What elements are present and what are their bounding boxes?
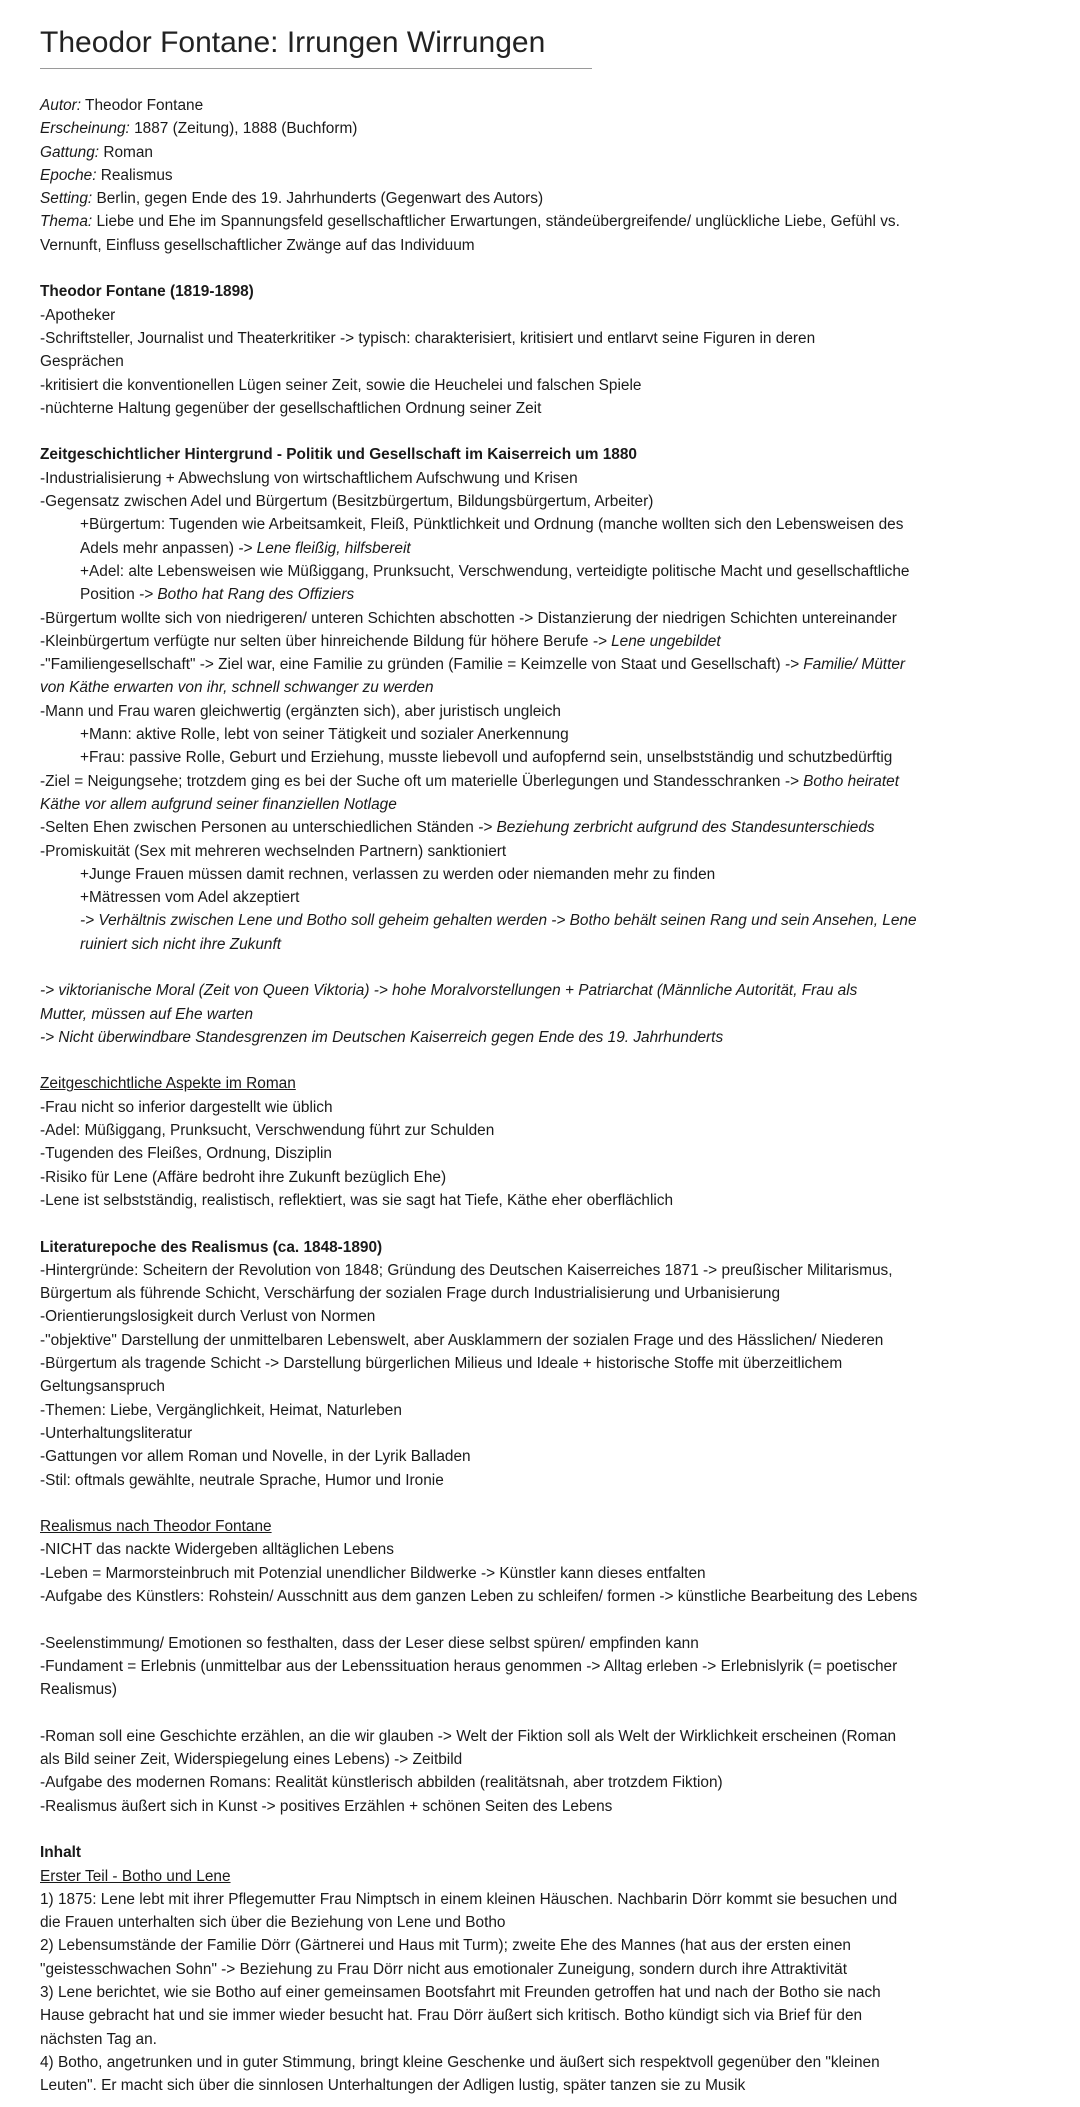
paragraph-spacer — [40, 1212, 1050, 1235]
text-line — [40, 1934, 1050, 1957]
section-heading: Zeitgeschichtlicher Hintergrund - Politik und Gesellschaft im Kaiserreich um 1880 — [40, 446, 637, 464]
text-run: -Tugenden des Fleißes, Ordnung, Disziplin — [40, 1145, 332, 1163]
text-line — [40, 1841, 1050, 1864]
text-run: Geltungsanspruch — [40, 1378, 165, 1396]
text-line — [40, 583, 1050, 606]
text-line — [40, 933, 1050, 956]
text-run: -Themen: Liebe, Vergänglichkeit, Heimat, Naturleben — [40, 1401, 402, 1419]
text-run: Berlin, gegen Ende des 19. Jahrhunderts (Gegenwart des Autors) — [92, 190, 544, 208]
text-run: 1) 1875: Lene lebt mit ihrer Pflegemutter Frau Nimptsch in einem kleinen Häuschen. Nachbarin Dörr kommt sie besuchen und — [40, 1890, 898, 1908]
text-run: -Bürgertum als tragende Schicht -> Darstellung bürgerlichen Milieus und Ideale + historische Stoffe mit überzeitlichem — [40, 1355, 843, 1373]
text-line — [40, 1352, 1050, 1375]
text-line — [40, 1189, 1050, 1212]
text-run: -Bürgertum wollte sich von niedrigeren/ unteren Schichten abschotten -> Distanzierung der niedrigen Schichten untereinander — [40, 609, 897, 627]
text-line — [40, 1305, 1050, 1328]
text-line — [40, 816, 1050, 839]
text-run: -Unterhaltungsliteratur — [40, 1424, 193, 1442]
text-run: -Kleinbürgertum verfügte nur selten über hinreichende Bildung für höhere Berufe — [40, 632, 593, 650]
paragraph-spacer — [40, 1492, 1050, 1515]
paragraph-spacer — [40, 1701, 1050, 1724]
text-run: -Stil: oftmals gewählte, neutrale Sprache, Humor und Ironie — [40, 1471, 444, 1489]
text-line — [40, 1096, 1050, 1119]
text-line — [40, 1072, 1050, 1095]
section-heading: Literaturepoche des Realismus (ca. 1848-1890) — [40, 1238, 383, 1256]
text-run: -> Nicht überwindbare Standesgrenzen im Deutschen Kaiserreich gegen Ende des 19. Jahrhunderts — [40, 1028, 724, 1046]
paragraph-spacer — [40, 1818, 1050, 1841]
text-line — [40, 1515, 1050, 1538]
section-heading: Inhalt — [40, 1844, 82, 1862]
text-line — [40, 1003, 1050, 1026]
text-line — [40, 467, 1050, 490]
text-run: Vernunft, Einfluss gesellschaftlicher Zwänge auf das Individuum — [40, 236, 475, 254]
text-line — [40, 234, 1050, 257]
text-line — [40, 793, 1050, 816]
text-run: von Käthe erwarten von ihr, schnell schwanger zu werden — [40, 679, 434, 697]
text-run: -Aufgabe des Künstlers: Rohstein/ Ausschnitt aus dem ganzen Leben zu schleifen/ formen -> künstliche Bearbeitung des Lebens — [40, 1588, 918, 1605]
text-line — [40, 607, 1050, 630]
text-run: 3) Lene berichtet, wie sie Botho auf einer gemeinsamen Bootsfahrt mit Freunden getroffen hat und nach der Botho sie nach — [40, 1984, 881, 2002]
text-run: Realismus — [96, 166, 173, 184]
text-line — [40, 676, 1050, 699]
text-run: -nüchterne Haltung gegenüber der gesellschaftlichen Ordnung seiner Zeit — [40, 399, 542, 417]
text-run: Epoche: — [40, 166, 97, 184]
text-line — [40, 1445, 1050, 1468]
text-line — [40, 443, 1050, 466]
text-run: Theodor Fontane — [81, 97, 204, 114]
text-run: die Frauen unterhalten sich über die Beziehung von Lene und Botho — [40, 1914, 506, 1932]
text-line — [40, 187, 1050, 210]
text-run: +Junge Frauen müssen damit rechnen, verlassen zu werden oder niemanden mehr zu finden — [80, 865, 716, 883]
subsection-heading: Erster Teil - Botho und Lene — [40, 1867, 231, 1885]
text-line — [40, 1678, 1050, 1701]
text-line — [40, 1236, 1050, 1259]
text-line — [40, 280, 1050, 303]
text-line — [40, 1725, 1050, 1748]
text-run: -Gattungen vor allem Roman und Novelle, in der Lyrik Balladen — [40, 1448, 471, 1466]
text-line — [40, 630, 1050, 653]
text-line — [40, 909, 1050, 932]
text-line — [40, 490, 1050, 513]
text-line — [40, 2051, 1050, 2074]
text-line — [40, 886, 1050, 909]
text-run: -> Botho hat Rang des Offiziers — [139, 586, 355, 604]
text-run: -Apotheker — [40, 306, 116, 324]
text-run: nächsten Tag an. — [40, 2030, 157, 2048]
document-body — [40, 94, 1050, 2098]
subsection-heading: Realismus nach Theodor Fontane — [40, 1518, 272, 1536]
text-run: ruiniert sich nicht ihre Zukunft — [80, 935, 282, 953]
text-line — [40, 1375, 1050, 1398]
text-run: Setting: — [40, 190, 93, 208]
text-line — [40, 560, 1050, 583]
text-run: +Adel: alte Lebensweisen wie Müßiggang, Prunksucht, Verschwendung, verteidigte politische Macht und gesellschaftliche — [80, 562, 910, 580]
text-run: Erscheinung: — [40, 120, 130, 138]
text-line — [40, 1119, 1050, 1142]
text-run: -Risiko für Lene (Affäre bedroht ihre Zukunft bezüglich Ehe) — [40, 1168, 447, 1186]
text-line — [40, 1469, 1050, 1492]
text-line — [40, 653, 1050, 676]
text-line — [40, 1166, 1050, 1189]
text-run: -Orientierungslosigkeit durch Verlust von Normen — [40, 1308, 376, 1326]
text-run: -Roman soll eine Geschichte erzählen, an die wir glauben -> Welt der Fiktion soll als Welt der Wirklichkeit erscheinen (Roman — [40, 1727, 897, 1745]
text-run: Thema: — [40, 213, 93, 231]
section-heading: Theodor Fontane (1819-1898) — [40, 283, 254, 301]
text-line — [40, 2074, 1050, 2097]
document-page — [40, 0, 1050, 2098]
text-run: -Mann und Frau waren gleichwertig (ergänzten sich), aber juristisch ungleich — [40, 702, 561, 720]
text-run: -Schriftsteller, Journalist und Theaterkritiker -> typisch: charakterisiert, kritisiert und entlarvt seine Figuren in deren — [40, 329, 816, 347]
text-run: -> Familie/ Mütter — [784, 656, 906, 674]
text-run: -Aufgabe des modernen Romans: Realität künstlerisch abbilden (realitätsnah, aber trotzdem Fiktion) — [40, 1774, 723, 1792]
text-line — [40, 979, 1050, 1002]
text-line — [40, 1655, 1050, 1678]
text-run: -> viktorianische Moral (Zeit von Queen Viktoria) -> hohe Moralvorstellungen + Patriarchat (Männliche Autorität, Frau als — [40, 982, 858, 1000]
text-run: -NICHT das nackte Widergeben alltäglichen Lebens — [40, 1541, 394, 1559]
subsection-heading: Zeitgeschichtliche Aspekte im Roman — [40, 1075, 296, 1093]
paragraph-spacer — [40, 257, 1050, 280]
text-line — [40, 94, 1050, 117]
text-run: Käthe vor allem aufgrund seiner finanziellen Notlage — [40, 795, 397, 813]
text-run: -Fundament = Erlebnis (unmittelbar aus der Lebenssituation heraus genommen -> Alltag erleben -> Erlebnislyrik (= poetischer — [40, 1657, 898, 1675]
text-run: Gesprächen — [40, 353, 124, 371]
text-line — [40, 537, 1050, 560]
text-line — [40, 2028, 1050, 2051]
page-title: Theodor Fontane: Irrungen Wirrungen — [40, 24, 592, 69]
text-line — [40, 863, 1050, 886]
text-run: -Promiskuität (Sex mit mehreren wechselnden Partnern) sanktioniert — [40, 842, 507, 860]
text-run: -> Verhältnis zwischen Lene und Botho soll geheim gehalten werden -> Botho behält seinen Rang und sein Ansehen, Lene — [80, 912, 917, 930]
text-line — [40, 1981, 1050, 2004]
text-line — [40, 374, 1050, 397]
text-run: 1887 (Zeitung), 1888 (Buchform) — [129, 120, 358, 138]
text-line — [40, 840, 1050, 863]
paragraph-spacer — [40, 956, 1050, 979]
text-line — [40, 304, 1050, 327]
text-line — [40, 397, 1050, 420]
text-run: -Lene ist selbstständig, realistisch, reflektiert, was sie sagt hat Tiefe, Käthe eher oberflächlich — [40, 1191, 674, 1209]
text-run: -Hintergründe: Scheitern der Revolution von 1848; Gründung des Deutschen Kaiserreiches 1871 -> preußischer Militarismus, — [40, 1261, 893, 1279]
text-run: -Industrialisierung + Abwechslung von wirtschaftlichem Aufschwung und Krisen — [40, 469, 578, 487]
text-run: -"objektive" Darstellung der unmittelbaren Lebenswelt, aber Ausklammern der sozialen Frage und des Hässlichen/ Niederen — [40, 1331, 884, 1349]
text-line — [40, 350, 1050, 373]
text-run: -Adel: Müßiggang, Prunksucht, Verschwendung führt zur Schulden — [40, 1122, 495, 1140]
text-line — [40, 770, 1050, 793]
text-run: 4) Botho, angetrunken und in guter Stimmung, bringt kleine Geschenke und äußert sich respektvoll gegenüber den "kleinen — [40, 2053, 880, 2071]
text-run: -> Beziehung zerbricht aufgrund des Standesunterschieds — [478, 819, 875, 837]
text-run: Autor: — [40, 97, 82, 114]
text-run: Bürgertum als führende Schicht, Verschärfung der sozialen Frage durch Industrialisierung und Urbanisierung — [40, 1285, 781, 1303]
text-run: -> Lene ungebildet — [592, 632, 721, 650]
text-run: Realismus) — [40, 1681, 117, 1699]
text-line — [40, 1865, 1050, 1888]
text-run: als Bild seiner Zeit, Widerspiegelung eines Lebens) -> Zeitbild — [40, 1751, 463, 1769]
text-run: -Frau nicht so inferior dargestellt wie üblich — [40, 1098, 333, 1116]
text-run: Position — [80, 586, 140, 604]
text-run: +Mann: aktive Rolle, lebt von seiner Tätigkeit und sozialer Anerkennung — [80, 726, 569, 744]
text-run: Liebe und Ehe im Spannungsfeld gesellschaftlicher Erwartungen, ständeübergreifende/ unglückliche Liebe, Gefühl vs. — [92, 213, 900, 231]
text-run: Leuten". Er macht sich über die sinnlosen Unterhaltungen der Adligen lustig, später tanzen sie zu Musik — [40, 2077, 746, 2095]
text-line — [40, 1748, 1050, 1771]
text-line — [40, 1911, 1050, 1934]
paragraph-spacer — [40, 1608, 1050, 1631]
text-run: -Selten Ehen zwischen Personen au unterschiedlichen Ständen — [40, 819, 479, 837]
text-line — [40, 210, 1050, 233]
text-run: Gattung: — [40, 143, 100, 161]
text-line — [40, 1562, 1050, 1585]
text-line — [40, 1888, 1050, 1911]
text-line — [40, 141, 1050, 164]
text-run: Roman — [99, 143, 153, 161]
text-run: -kritisiert die konventionellen Lügen seiner Zeit, sowie die Heuchelei und falschen Spiele — [40, 376, 642, 394]
text-run: -Ziel = Neigungsehe; trotzdem ging es bei der Suche oft um materielle Überlegungen und Standesschranken — [40, 772, 785, 790]
text-line — [40, 327, 1050, 350]
paragraph-spacer — [40, 420, 1050, 443]
text-line — [40, 117, 1050, 140]
text-run: "geistesschwachen Sohn" -> Beziehung zu Frau Dörr nicht aus emotionaler Zuneigung, sondern durch ihre Attraktivität — [40, 1960, 847, 1978]
text-line — [40, 1282, 1050, 1305]
text-line — [40, 746, 1050, 769]
text-run: -> Botho heiratet — [784, 772, 899, 790]
text-run: +Bürgertum: Tugenden wie Arbeitsamkeit, Fleiß, Pünktlichkeit und Ordnung (manche wollten sich den Lebensweisen des — [80, 516, 904, 534]
text-line — [40, 1399, 1050, 1422]
text-run: +Mätressen vom Adel akzeptiert — [80, 889, 300, 907]
text-line — [40, 1538, 1050, 1561]
text-run: -Realismus äußert sich in Kunst -> positives Erzählen + schönen Seiten des Lebens — [40, 1797, 613, 1815]
text-run: -Gegensatz zwischen Adel und Bürgertum (Besitzbürgertum, Bildungsbürgertum, Arbeiter) — [40, 493, 654, 511]
text-line — [40, 1259, 1050, 1282]
text-line — [40, 1422, 1050, 1445]
text-line — [40, 513, 1050, 536]
text-line — [40, 1795, 1050, 1818]
text-line — [40, 1329, 1050, 1352]
text-run: Adels mehr anpassen) — [80, 539, 239, 557]
text-run: -Seelenstimmung/ Emotionen so festhalten, dass der Leser diese selbst spüren/ empfinden kann — [40, 1634, 699, 1652]
text-run: +Frau: passive Rolle, Geburt und Erziehung, musste liebevoll und aufopfernd sein, unselbstständig und schutzbedürftig — [80, 749, 893, 767]
text-run: -"Familiengesellschaft" -> Ziel war, eine Familie zu gründen (Familie = Keimzelle von Staat und Gesellschaft) — [40, 656, 785, 674]
text-line — [40, 1142, 1050, 1165]
text-run: -Leben = Marmorsteinbruch mit Potenzial unendlicher Bildwerke -> Künstler kann dieses entfalten — [40, 1564, 706, 1582]
text-line — [40, 1771, 1050, 1794]
text-line — [40, 1958, 1050, 1981]
text-line — [40, 1632, 1050, 1655]
text-run: -> Lene fleißig, hilfsbereit — [238, 539, 411, 557]
text-line — [40, 164, 1050, 187]
text-line — [40, 2004, 1050, 2027]
text-line — [40, 723, 1050, 746]
paragraph-spacer — [40, 1049, 1050, 1072]
text-run: 2) Lebensumstände der Familie Dörr (Gärtnerei und Haus mit Turm); zweite Ehe des Mannes (hat aus der ersten einen — [40, 1937, 851, 1955]
text-run: Hause gebracht hat und sie immer wieder besucht hat. Frau Dörr äußert sich kritisch. Botho kündigt sich via Brief für den — [40, 2007, 863, 2025]
text-line — [40, 1585, 1050, 1608]
text-run: Mutter, müssen auf Ehe warten — [40, 1005, 254, 1023]
text-line — [40, 700, 1050, 723]
text-line — [40, 1026, 1050, 1049]
